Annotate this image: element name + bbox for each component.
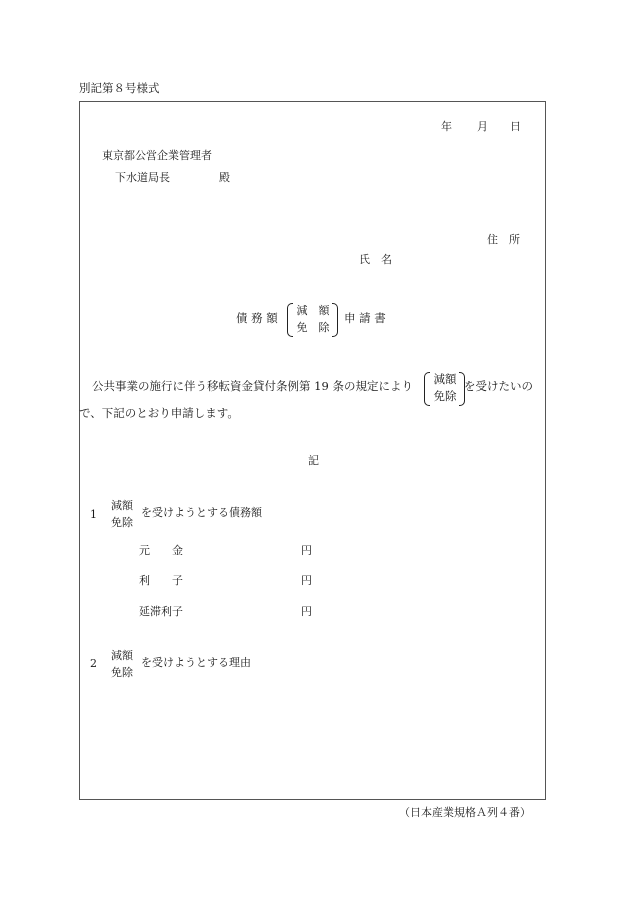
ki-heading: 記 bbox=[308, 454, 319, 467]
item2-number: 2 bbox=[90, 657, 97, 670]
body-option-reduce: 減額 bbox=[433, 372, 457, 386]
body-line2: で、下記のとおり申請します。 bbox=[79, 406, 239, 420]
row-principal-label: 元 金 bbox=[139, 544, 183, 557]
item1-options bbox=[109, 497, 135, 531]
body-options bbox=[430, 371, 460, 405]
item1-option-exempt: 免除 bbox=[111, 516, 133, 529]
title-suffix: 申 請 書 bbox=[344, 311, 386, 325]
body-line1: 公共事業の施行に伴う移転資金貸付条例第 19 条の規定により bbox=[92, 379, 413, 393]
addressee-honorific: 殿 bbox=[219, 171, 230, 184]
item1-option-reduce: 減額 bbox=[111, 499, 133, 512]
item2-option-reduce: 減額 bbox=[111, 649, 133, 662]
footer-paper-size: （日本産業規格Ａ列４番） bbox=[399, 806, 531, 819]
title-options bbox=[294, 302, 332, 336]
body-option-exempt: 免除 bbox=[433, 389, 457, 403]
addressee-position: 下水道局長 bbox=[115, 171, 170, 184]
title-prefix: 債 務 額 bbox=[236, 311, 278, 325]
applicant-name-label: 氏 名 bbox=[359, 253, 392, 266]
item1-number: 1 bbox=[90, 508, 97, 521]
title-option-reduce: 減 額 bbox=[296, 304, 330, 317]
item2-option-exempt: 免除 bbox=[111, 666, 133, 679]
row-late-interest-label: 延滞利子 bbox=[139, 605, 183, 618]
body-line1-end: を受けたいの bbox=[464, 379, 533, 393]
title-brace-right bbox=[332, 303, 338, 337]
date-day: 日 bbox=[510, 120, 521, 133]
addressee-org: 東京都公営企業管理者 bbox=[102, 149, 212, 162]
item2-text: を受けようとする理由 bbox=[141, 656, 251, 669]
date-year: 年 bbox=[441, 120, 452, 133]
row-late-interest-unit: 円 bbox=[301, 605, 312, 618]
title-option-exempt: 免 除 bbox=[296, 321, 330, 334]
form-label: 別記第８号様式 bbox=[79, 81, 160, 95]
row-interest-label: 利 子 bbox=[139, 574, 183, 587]
item1-text: を受けようとする債務額 bbox=[141, 506, 262, 519]
title-brace-left bbox=[287, 303, 293, 337]
row-interest-unit: 円 bbox=[301, 574, 312, 587]
item2-options bbox=[109, 647, 135, 681]
applicant-address-label: 住 所 bbox=[487, 233, 520, 246]
row-principal-unit: 円 bbox=[301, 544, 312, 557]
date-month: 月 bbox=[477, 120, 488, 133]
form-frame bbox=[79, 101, 546, 800]
